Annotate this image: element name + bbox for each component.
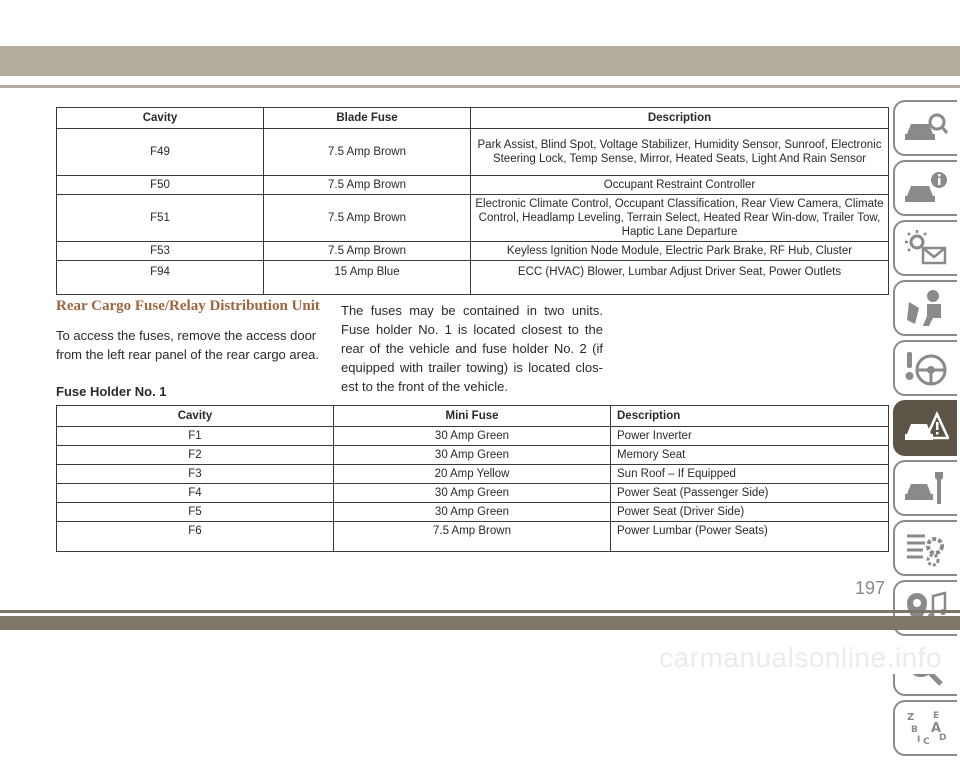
description-cell: Electronic Climate Control, Occupant Classification, Rear View Camera, Climate Control, Headlamp Leveling, Terrain Select, Heated Rear Win-dow, Trailer Tow, Haptic Lane Departure <box>471 195 889 242</box>
cavity-cell: F1 <box>57 427 334 446</box>
top-band <box>0 46 960 76</box>
table-row <box>57 522 889 552</box>
header-cavity: Cavity <box>57 108 264 129</box>
airbag-seat-icon <box>903 288 949 328</box>
description-cell: Park Assist, Blind Spot, Voltage Stabilizer, Humidity Sensor, Sunroof, Electronic Steering Lock, Temp Sense, Mirror, Heated Seats, Light And Rain Sensor <box>471 129 889 176</box>
header-mini-fuse: Mini Fuse <box>334 406 611 427</box>
tab-index[interactable] <box>893 700 957 756</box>
table-row <box>57 129 889 176</box>
section-heading: Rear Cargo Fuse/Relay Distribution Unit <box>56 298 320 314</box>
svg-text:I: I <box>917 735 921 745</box>
table-row <box>57 242 889 261</box>
table-row <box>57 446 889 465</box>
car-info-icon <box>903 168 949 208</box>
fuse-cell: 30 Amp Green <box>334 446 611 465</box>
table-row <box>57 465 889 484</box>
tab-car-info[interactable] <box>893 160 957 216</box>
header-description: Description <box>471 108 889 129</box>
top-rule <box>0 85 960 88</box>
page-number: 197 <box>855 578 886 598</box>
tab-steering[interactable] <box>893 340 957 396</box>
svg-text:C: C <box>923 737 930 747</box>
cavity-cell: F94 <box>57 261 264 295</box>
fuse-cell: 7.5 Amp Brown <box>264 176 471 195</box>
description-cell: Power Seat (Passenger Side) <box>611 484 889 503</box>
fuse-cell: 7.5 Amp Brown <box>264 129 471 176</box>
table-row <box>57 484 889 503</box>
bottom-band <box>0 616 960 630</box>
tab-warning-lights[interactable] <box>893 220 957 276</box>
watermark-text: carmanualsonline.info <box>659 642 942 673</box>
table-row <box>57 261 889 295</box>
svg-text:B: B <box>911 725 918 735</box>
tab-maintenance[interactable] <box>893 460 957 516</box>
access-instructions: To access the fuses, remove the access door from the left rear panel of the rear cargo area. <box>56 328 320 362</box>
fuse-cell: 7.5 Amp Brown <box>264 195 471 242</box>
blade-fuse-table <box>56 107 889 295</box>
cavity-cell: F49 <box>57 129 264 176</box>
header-description: Description <box>611 406 889 427</box>
mini-fuse-table <box>56 405 889 552</box>
table-row <box>57 503 889 522</box>
svg-text:E: E <box>933 711 940 721</box>
description-cell: Keyless Ignition Node Module, Electric Park Brake, RF Hub, Cluster <box>471 242 889 261</box>
car-wrench-icon <box>903 468 949 508</box>
warning-light-envelope-icon <box>903 228 949 268</box>
header-blade-fuse: Blade Fuse <box>264 108 471 129</box>
fuse-cell: 15 Amp Blue <box>264 261 471 295</box>
car-magnifier-icon <box>903 108 949 148</box>
bottom-rule <box>0 610 960 613</box>
table-row <box>57 195 889 242</box>
svg-text:D: D <box>939 733 947 743</box>
fuse-cell: 30 Amp Green <box>334 484 611 503</box>
alphabet-index-icon <box>903 708 949 748</box>
description-cell: ECC (HVAC) Blower, Lumbar Adjust Driver Seat, Power Outlets <box>471 261 889 295</box>
cavity-cell: F5 <box>57 503 334 522</box>
cavity-cell: F6 <box>57 522 334 552</box>
description-cell: Power Inverter <box>611 427 889 446</box>
watermark-area <box>0 640 960 674</box>
fuse-cell: 30 Amp Green <box>334 503 611 522</box>
fuse-cell: 30 Amp Green <box>334 427 611 446</box>
cavity-cell: F51 <box>57 195 264 242</box>
table-row <box>57 176 889 195</box>
fuse-cell: 7.5 Amp Brown <box>334 522 611 552</box>
svg-text:Z: Z <box>907 712 915 723</box>
description-cell: Power Lumbar (Power Seats) <box>611 522 889 552</box>
description-cell: Memory Seat <box>611 446 889 465</box>
tab-safety[interactable] <box>893 280 957 336</box>
description-cell: Power Seat (Driver Side) <box>611 503 889 522</box>
fuse-holder-subheading: Fuse Holder No. 1 <box>56 384 167 399</box>
header-cavity: Cavity <box>57 406 334 427</box>
cavity-cell: F53 <box>57 242 264 261</box>
description-cell: Sun Roof – If Equipped <box>611 465 889 484</box>
table-row <box>57 427 889 446</box>
car-warning-icon <box>903 408 949 448</box>
tab-specifications[interactable] <box>893 520 957 576</box>
fuse-holder-explanation: The fuses may be contained in two units. Fuse holder No. 1 is located closest to the rear of the vehicle and fuse holder No. 2 (if equipped with trailer towing) is located clos-est to the front of the vehicle. <box>341 303 603 394</box>
svg-text:A: A <box>931 721 942 736</box>
list-gear-icon <box>903 528 949 568</box>
description-cell: Occupant Restraint Controller <box>471 176 889 195</box>
cavity-cell: F4 <box>57 484 334 503</box>
fuse-cell: 7.5 Amp Brown <box>264 242 471 261</box>
tab-emergency[interactable] <box>893 400 957 456</box>
fuse-cell: 20 Amp Yellow <box>334 465 611 484</box>
tab-car-magnifier[interactable] <box>893 100 957 156</box>
cavity-cell: F2 <box>57 446 334 465</box>
cavity-cell: F3 <box>57 465 334 484</box>
steering-wheel-icon <box>903 348 949 388</box>
cavity-cell: F50 <box>57 176 264 195</box>
